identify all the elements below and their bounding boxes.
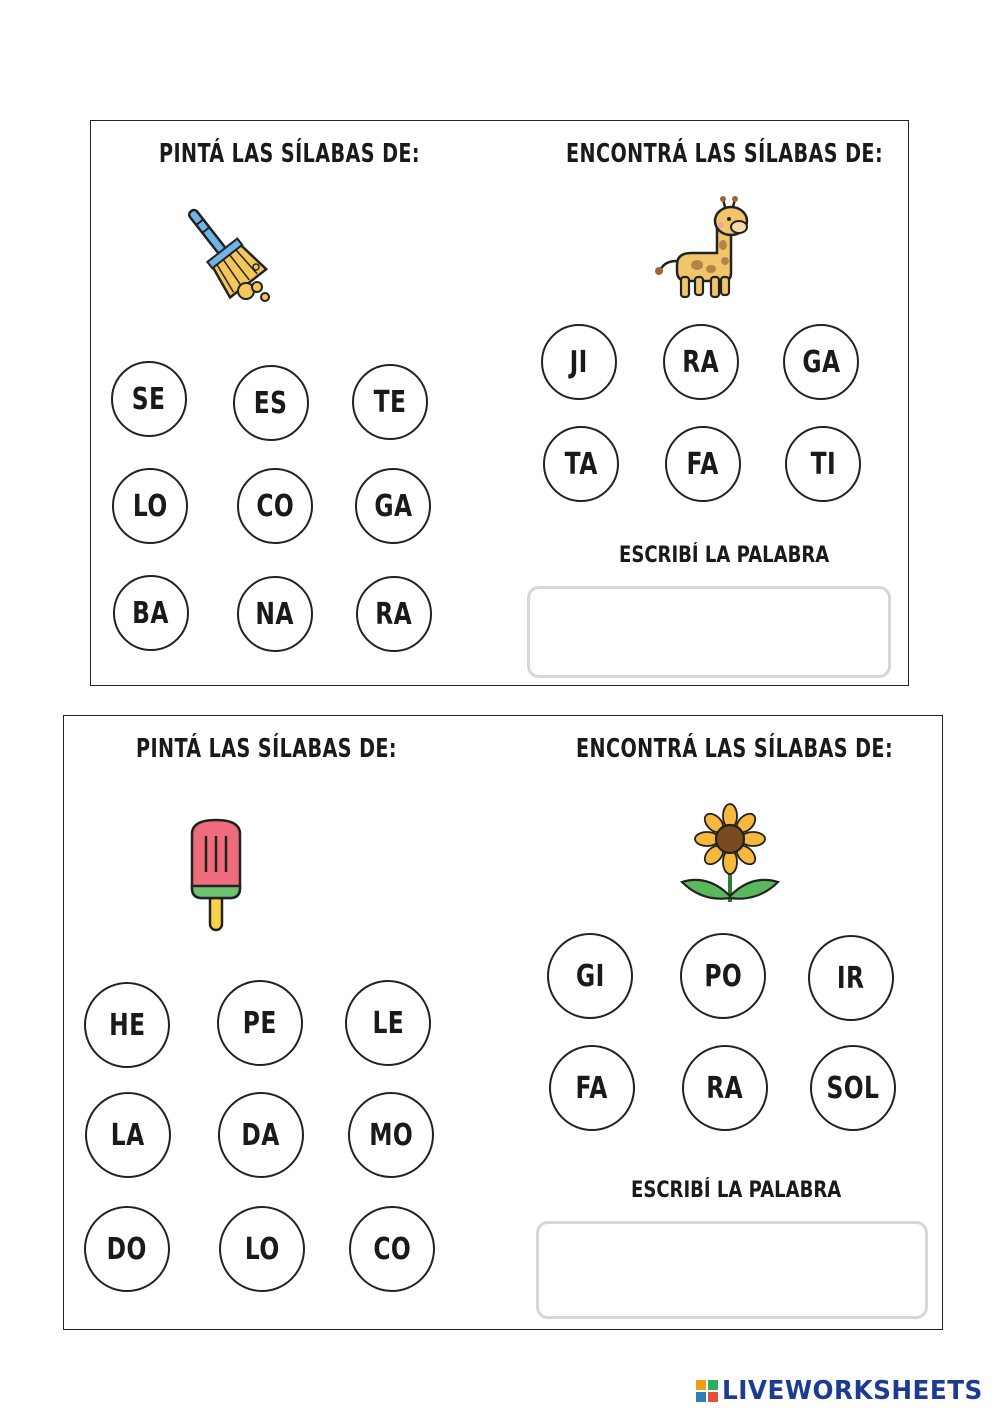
write-word-label: ESCRIBÍ LA PALABRA: [631, 1178, 842, 1203]
syllable-bubble[interactable]: SOL: [810, 1045, 896, 1131]
liveworksheets-brand[interactable]: [695, 1376, 997, 1406]
worksheet-card-1: [90, 120, 909, 686]
syllable-bubble[interactable]: RA: [356, 576, 432, 652]
syllable-bubble[interactable]: MO: [348, 1092, 434, 1178]
giraffe-icon: [647, 195, 757, 305]
left-heading: PINTÁ LAS SÍLABAS DE:: [159, 139, 421, 169]
syllable-bubble[interactable]: GA: [783, 324, 859, 400]
syllable-bubble[interactable]: GI: [547, 933, 633, 1019]
sunflower-icon: [678, 802, 782, 906]
answer-input[interactable]: [527, 586, 891, 678]
syllable-bubble[interactable]: LE: [345, 980, 431, 1066]
syllable-bubble[interactable]: DA: [218, 1092, 304, 1178]
syllable-bubble[interactable]: LA: [85, 1092, 171, 1178]
syllable-bubble[interactable]: NA: [237, 576, 313, 652]
syllable-bubble[interactable]: RA: [682, 1045, 768, 1131]
syllable-bubble[interactable]: FA: [549, 1045, 635, 1131]
worksheet-card-2: [63, 715, 943, 1330]
syllable-bubble[interactable]: HE: [84, 982, 170, 1068]
right-heading: ENCONTRÁ LAS SÍLABAS DE:: [566, 139, 884, 169]
syllable-bubble[interactable]: CO: [349, 1206, 435, 1292]
syllable-bubble[interactable]: JI: [541, 324, 617, 400]
syllable-bubble[interactable]: RA: [663, 324, 739, 400]
syllable-bubble[interactable]: TE: [352, 364, 428, 440]
right-heading: ENCONTRÁ LAS SÍLABAS DE:: [576, 734, 894, 764]
syllable-bubble[interactable]: CO: [237, 468, 313, 544]
brand-name: LIVEWORKSHEETS: [722, 1376, 983, 1406]
syllable-bubble[interactable]: TA: [543, 426, 619, 502]
syllable-bubble[interactable]: IR: [808, 935, 894, 1021]
syllable-bubble[interactable]: ES: [233, 365, 309, 441]
syllable-bubble[interactable]: LO: [112, 468, 188, 544]
liveworksheets-logo-icon: [695, 1379, 719, 1403]
syllable-bubble[interactable]: GA: [355, 468, 431, 544]
answer-input[interactable]: [536, 1221, 928, 1319]
syllable-bubble[interactable]: PO: [680, 933, 766, 1019]
syllable-bubble[interactable]: TI: [785, 426, 861, 502]
syllable-bubble[interactable]: LO: [219, 1206, 305, 1292]
popsicle-icon: [182, 814, 252, 939]
broom-icon: [171, 205, 281, 305]
left-heading: PINTÁ LAS SÍLABAS DE:: [136, 734, 398, 764]
syllable-bubble[interactable]: BA: [113, 575, 189, 651]
syllable-bubble[interactable]: FA: [665, 426, 741, 502]
syllable-bubble[interactable]: PE: [217, 980, 303, 1066]
write-word-label: ESCRIBÍ LA PALABRA: [619, 543, 830, 568]
syllable-bubble[interactable]: DO: [84, 1206, 170, 1292]
syllable-bubble[interactable]: SE: [111, 361, 187, 437]
